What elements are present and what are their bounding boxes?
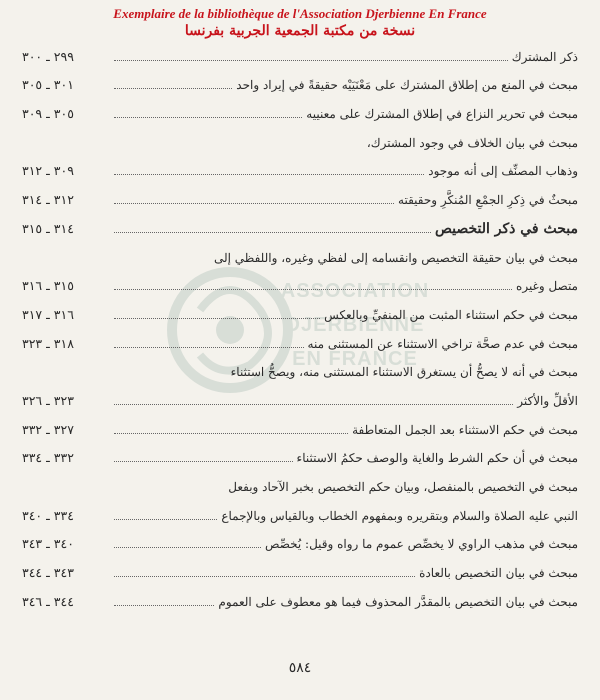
- toc-entry-title: مبحث في بيان التخصيص بالعادة: [419, 566, 578, 581]
- toc-entry: [22, 296, 578, 325]
- toc-entry: [22, 468, 578, 497]
- toc-leader-dots: [114, 519, 217, 520]
- toc-entry-title: مبحث في حكم استثناء المثبت من المنفيِّ وبالعكس: [324, 307, 578, 322]
- toc-entry-pages: ٣٢٣ ـ ٣٢٦: [22, 392, 74, 408]
- toc-entry-pages: ٣٤٤ ـ ٣٤٦: [22, 593, 74, 609]
- toc-leader-dots: [114, 289, 512, 290]
- toc-entry: [22, 382, 578, 411]
- watermark-line-3: EN FRANCE: [292, 348, 418, 370]
- toc-entry: [22, 583, 578, 612]
- toc-leader-dots: [114, 576, 415, 577]
- toc-entry-title: ذكر المشترك: [511, 49, 578, 64]
- toc-entry-title: وذهاب المصنِّف إلى أنه موجود: [428, 164, 578, 179]
- toc-entry-title: مبحث في مذهب الراوي لا يخصِّص عموم ما رواه وقيل: يُخصِّص: [265, 537, 578, 552]
- toc-entry-pages: ٣١٤ ـ ٣١٥: [22, 220, 74, 236]
- toc-entry-pages: ٣٠٥ ـ ٣٠٩: [22, 106, 74, 122]
- toc-leader-dots: [114, 461, 293, 462]
- toc-entry: [22, 181, 578, 210]
- toc-entry: [22, 239, 578, 268]
- toc-leader-dots: [114, 117, 302, 118]
- toc-entry: [22, 411, 578, 440]
- watermark-line-1: ASSOCIATION: [280, 280, 430, 302]
- toc-entry: [22, 153, 578, 182]
- toc-entry-pages: ٣٤٠ ـ ٣٤٣: [22, 536, 74, 552]
- toc-entry-title: مبحث في عدم صحَّة تراخي الاستثناء عن المستثنى منه: [307, 336, 578, 351]
- toc-entry: [22, 67, 578, 96]
- toc-leader-dots: [114, 433, 348, 434]
- toc-leader-dots: [114, 60, 508, 61]
- toc-entry-title: مبحث في بيان الخلاف في وجود المشترك،: [366, 135, 578, 150]
- toc-entry-title: مبحث في بيان حقيقة التخصيص وانقسامه إلى لفظي وغيره، واللفظي إلى: [213, 250, 578, 265]
- toc-entry: [22, 210, 578, 239]
- toc-leader-dots: [114, 174, 424, 175]
- toc-leader-dots: [114, 203, 394, 204]
- toc-entry-title: مبحث في أن حكم الشرط والغاية والوصف حكمُ الاستثناء: [296, 451, 578, 466]
- toc-leader-dots: [114, 605, 214, 606]
- toc-entry-title: مبحث في تحرير النزاع في إطلاق المشترك على معنييه: [306, 107, 578, 122]
- library-stamp-header: [0, 6, 600, 40]
- toc-entry-pages: ٣١٨ ـ ٣٢٣: [22, 335, 74, 351]
- toc-entry-pages: ٣٢٧ ـ ٣٣٢: [22, 421, 74, 437]
- toc-entry-title: مبحثٌ في ذِكرِ الجمْعِ المُنكَّرِ وحقيقته: [398, 193, 578, 208]
- toc-leader-dots: [114, 404, 513, 405]
- toc-entry-pages: ٣١٢ ـ ٣١٤: [22, 192, 74, 208]
- toc-entry-pages: ٣٠١ ـ ٣٠٥: [22, 77, 74, 93]
- toc-entry-pages: ٣٤٣ ـ ٣٤٤: [22, 565, 74, 581]
- toc-entry-title: مبحث في أنه لا يصحُّ أن يستغرق الاستثناء المستثنى منه، ويصحُّ استثناء: [230, 365, 578, 380]
- table-of-contents: [22, 38, 578, 612]
- library-stamp-latin: Exemplaire de la bibliothèque de l'Association Djerbienne En France: [113, 6, 487, 21]
- toc-leader-dots: [114, 232, 431, 233]
- page-number: ٥٨٤: [288, 660, 312, 676]
- toc-entry-title: الأقلِّ والأكثر: [517, 393, 578, 408]
- toc-entry-pages: ٣١٥ ـ ٣١٦: [22, 278, 74, 294]
- toc-entry-pages: ٣١٦ ـ ٣١٧: [22, 306, 74, 322]
- toc-entry: [22, 124, 578, 153]
- toc-entry-title: مبحث في التخصيص بالمنفصل، وبيان حكم التخصيص بخبر الآحاد وبفعل: [228, 480, 578, 494]
- toc-entry-pages: ٣٣٤ ـ ٣٤٠: [22, 507, 74, 523]
- library-stamp-arabic: نسخة من مكتبة الجمعية الجربية بفرنسا: [184, 23, 416, 39]
- toc-entry: [22, 95, 578, 124]
- toc-entry-title: متصل وغيره: [516, 279, 578, 294]
- toc-entry: [22, 325, 578, 354]
- toc-leader-dots: [114, 547, 261, 548]
- toc-entry: [22, 440, 578, 469]
- toc-entry-title: مبحث في حكم الاستثناء بعد الجمل المتعاطفة: [352, 422, 578, 437]
- toc-entry-title: مبحث في المنع من إطلاق المشترك على مَعْنَيَيْه حقيقةً في إيراد واحد: [236, 78, 578, 93]
- toc-entry: [22, 554, 578, 583]
- toc-entry-pages: ٣٣٢ ـ ٣٣٤: [22, 450, 74, 466]
- toc-entry-title: النبي عليه الصلاة والسلام وبتقريره وبمفهوم الخطاب وبالقياس وبالإجماع: [221, 508, 578, 523]
- toc-entry-pages: ٣٠٩ ـ ٣١٢: [22, 163, 74, 179]
- toc-entry: [22, 526, 578, 555]
- toc-entry-pages: ٢٩٩ ـ ٣٠٠: [22, 48, 74, 64]
- toc-leader-dots: [114, 318, 320, 319]
- toc-entry: [22, 268, 578, 297]
- toc-leader-dots: [114, 88, 232, 89]
- toc-entry: [22, 354, 578, 383]
- watermark-line-2: DJERBIENNE: [285, 314, 425, 336]
- toc-leader-dots: [114, 347, 304, 348]
- toc-entry: [22, 38, 578, 67]
- toc-entry-title: مبحث في بيان التخصيص بالمقدَّر المحذوف فيما هو معطوف على العموم: [218, 594, 578, 609]
- toc-entry: [22, 497, 578, 526]
- toc-entry-title: مبحث في ذكر التخصيص: [434, 220, 578, 237]
